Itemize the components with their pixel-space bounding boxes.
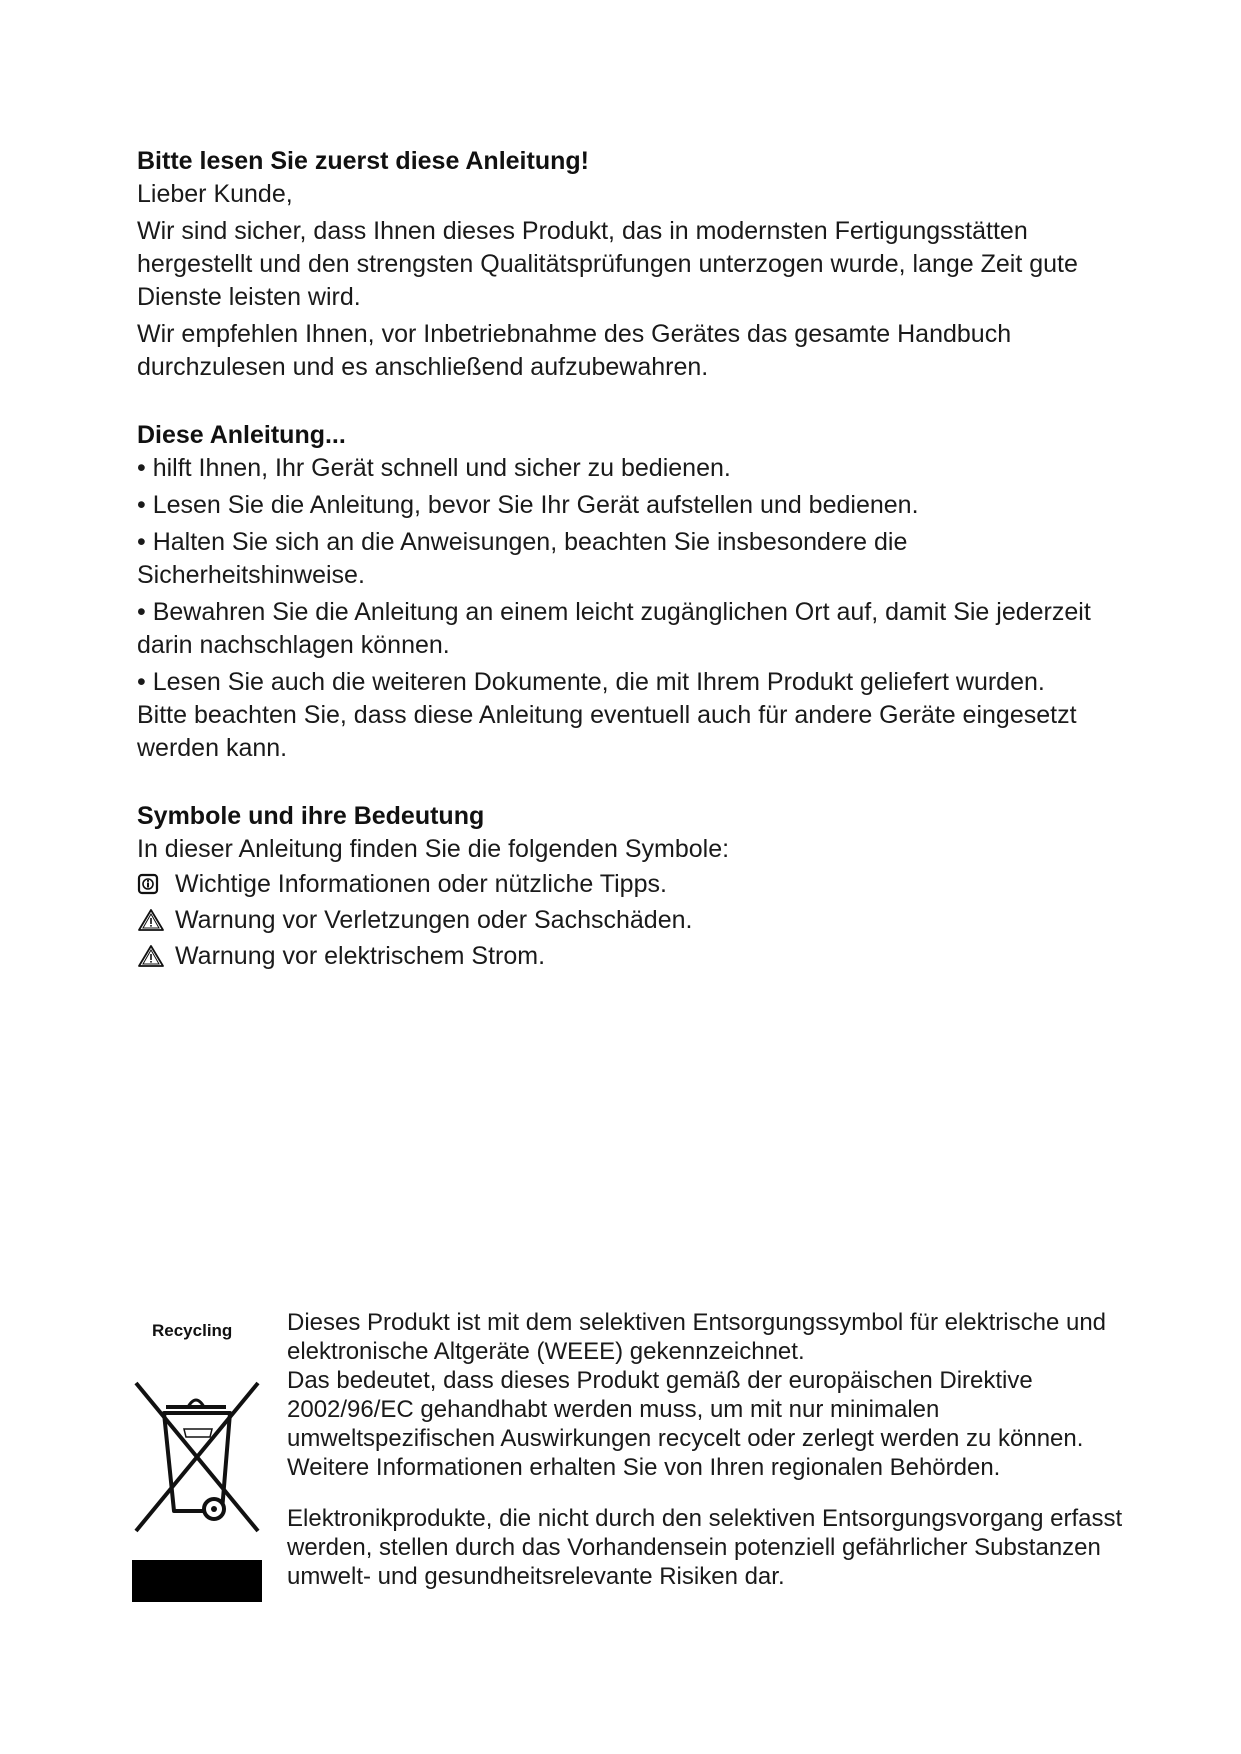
symbol-row — [137, 866, 1137, 902]
symbols-intro: In dieser Anleitung finden Sie die folgenden Symbole: — [137, 835, 730, 863]
recycling-paragraph: Das bedeutet, dass dieses Produkt gemäß der europäischen Direktive 2002/96/EC gehandhabt werden muss, um mit nur minimalen umweltspezifischen Auswirkungen recycelt oder zerlegt werden zu können. Weitere Informationen erhalten Sie von Ihren regionalen Behörden. — [287, 1367, 1084, 1481]
list-item: • hilft Ihnen, Ihr Gerät schnell und sicher zu bedienen. — [137, 452, 1137, 485]
warning-icon — [137, 944, 175, 968]
recycling-section — [130, 1308, 1130, 1608]
symbol-row — [137, 938, 1137, 974]
manual-note: Bitte beachten Sie, dass diese Anleitung eventuell auch für andere Geräte eingesetzt werden kann. — [137, 701, 1077, 762]
symbol-text: Warnung vor elektrischem Strom. — [175, 942, 546, 970]
document-body — [137, 144, 1137, 974]
symbol-text: Warnung vor Verletzungen oder Sachschäden. — [175, 906, 693, 934]
warning-icon — [137, 908, 175, 932]
intro-paragraph: Wir empfehlen Ihnen, vor Inbetriebnahme des Gerätes das gesamte Handbuch durchzulesen und es anschließend aufzubewahren. — [137, 320, 1012, 381]
list-item: • Bewahren Sie die Anleitung an einem leicht zugänglichen Ort auf, damit Sie jederzeit darin nachschlagen können. — [137, 596, 1137, 662]
intro-greeting: Lieber Kunde, — [137, 180, 293, 208]
info-icon — [137, 873, 175, 895]
recycling-paragraph: Dieses Produkt ist mit dem selektiven Entsorgungssymbol für elektrische und elektronische Altgeräte (WEEE) gekennzeichnet. — [287, 1309, 1107, 1365]
symbol-row — [137, 902, 1137, 938]
intro-paragraph: Wir sind sicher, dass Ihnen dieses Produkt, das in modernsten Fertigungsstätten hergestellt und den strengsten Qualitätsprüfungen unterzogen wurde, lange Zeit gute Dienste leisten wird. — [137, 217, 1078, 311]
symbols-heading: Symbole und ihre Bedeutung — [137, 802, 485, 830]
recycling-paragraph: Elektronikprodukte, die nicht durch den selektiven Entsorgungsvorgang erfasst werden, stellen durch das Vorhandensein potenziell gefährlicher Substanzen umwelt- und gesundheitsrelevante Risiken dar. — [287, 1505, 1123, 1590]
recycling-text — [287, 1308, 1147, 1591]
weee-bar — [132, 1560, 262, 1602]
list-item: • Lesen Sie die Anleitung, bevor Sie Ihr Gerät aufstellen und bedienen. — [137, 489, 1137, 522]
intro-heading: Bitte lesen Sie zuerst diese Anleitung! — [137, 147, 589, 175]
weee-bin-icon — [130, 1363, 264, 1558]
list-item: • Halten Sie sich an die Anweisungen, beachten Sie insbesondere die Sicherheitshinweise. — [137, 526, 1137, 592]
recycling-label: Recycling — [152, 1321, 233, 1340]
symbol-text: Wichtige Informationen oder nützliche Tipps. — [175, 870, 667, 898]
manual-heading: Diese Anleitung... — [137, 421, 346, 449]
list-item: • Lesen Sie auch die weiteren Dokumente, die mit Ihrem Produkt geliefert wurden. — [137, 666, 1137, 699]
